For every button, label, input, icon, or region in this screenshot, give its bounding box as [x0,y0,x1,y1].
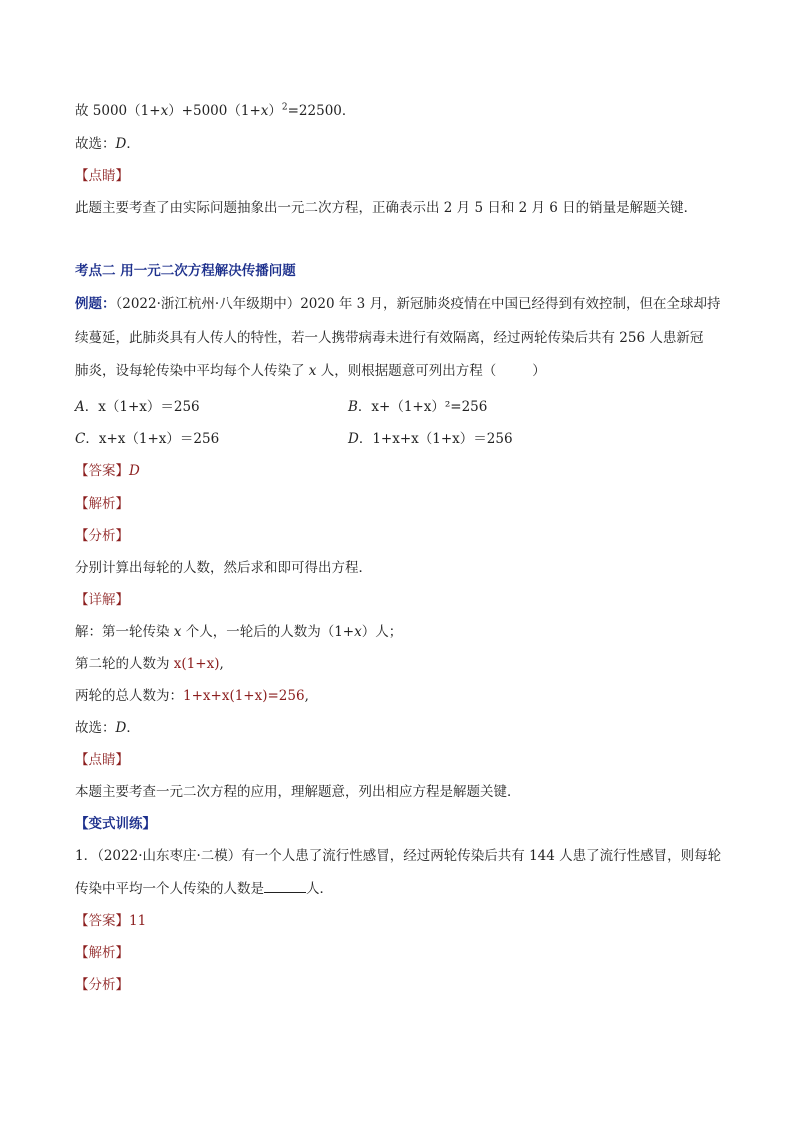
answer-blank[interactable] [264,880,306,893]
option-b: B．x+（1+x）²=256 [348,399,488,415]
review-tag: 【点睛】 [75,752,129,768]
detail-line-3: 两轮的总人数为：1+x+x(1+x)=256, [75,688,309,704]
fenxi-tag: 【分析】 [75,528,129,544]
option-c: C．x+x（1+x）＝256 [75,431,220,447]
fenxi-text: 分别计算出每轮的人数，然后求和即可得出方程． [75,560,372,576]
section-heading: 考点二 用一元二次方程解决传播问题 [75,263,296,279]
example-line-2: 续蔓延，此肺炎具有人传人的特性，若一人携带病毒未进行有效隔离，经过两轮传染后共有 256 人患新冠 [75,330,704,346]
detail-line-2: 第二轮的人数为 x(1+x), [75,656,224,672]
practice-answer-line: 【答案】11 [75,913,147,929]
detail-tag: 【详解】 [75,592,129,608]
example-line-1: 例题：（2022·浙江杭州·八年级期中）2020 年 3 月，新冠肺炎疫情在中国已经得到有效控制，但在全球却持 [75,296,721,312]
detail-line-1: 解：第一轮传染 x 个人，一轮后的人数为（1+x）人； [75,624,403,640]
review-text-top: 此题主要考查了由实际问题抽象出一元二次方程，正确表示出 2 月 5 日和 2 月 6 日的销量是解题关键． [75,200,698,216]
practice-q1-line-1: 1．（2022·山东枣庄·二模）有一个人患了流行性感冒，经过两轮传染后共有 144 人患了流行性感冒，则每轮 [75,848,722,864]
choose-line-top: 故选：D． [75,136,140,152]
practice-fenxi-tag: 【分析】 [75,977,129,993]
practice-analysis-tag: 【解析】 [75,945,129,961]
practice-q1-line-2: 传染中平均一个人传染的人数是 人． [75,881,333,897]
answer-line: 【答案】D [75,463,140,479]
practice-tag: 【变式训练】 [75,816,156,832]
review-text: 本题主要考查一元二次方程的应用，理解题意，列出相应方程是解题关键． [75,784,521,800]
example-line-3: 肺炎，设每轮传染中平均每个人传染了 x 人，则根据题意可列出方程（ ） [75,363,546,379]
option-d: D．1+x+x（1+x）＝256 [348,431,513,447]
review-tag-top: 【点睛】 [75,168,129,184]
analysis-tag: 【解析】 [75,496,129,512]
choose-line: 故选：D． [75,720,140,736]
equation-line: 故 $5000(1+x)+5000(1+x)^2=22500$． [75,102,356,119]
option-a: A．x（1+x）＝256 [75,399,200,415]
